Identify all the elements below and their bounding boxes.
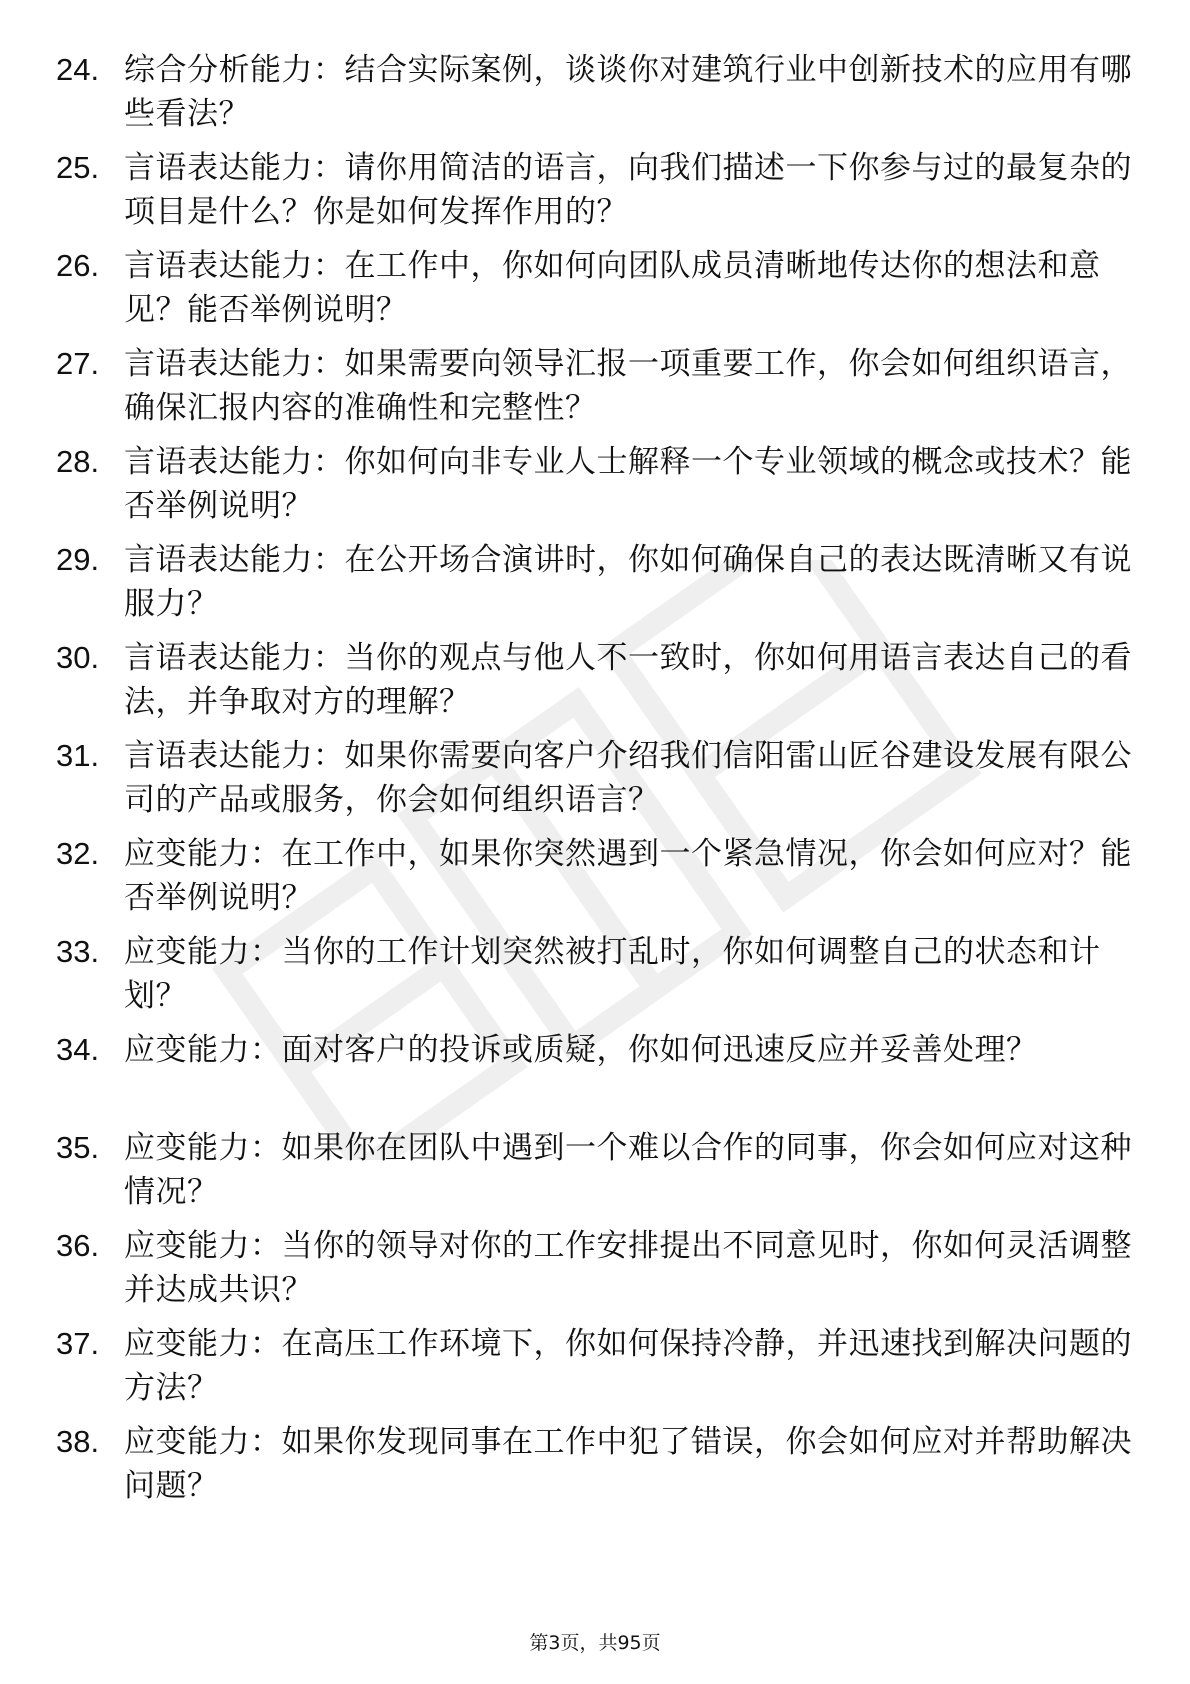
question-text: 言语表达能力：如果你需要向客户介绍我们信阳雷山匠谷建设发展有限公司的产品或服务，你会如何组织语言？ [124, 738, 1132, 818]
question-text: 言语表达能力：如果需要向领导汇报一项重要工作，你会如何组织语言，确保汇报内容的准确性和完整性？ [124, 346, 1132, 426]
question-item [56, 832, 1136, 920]
question-item [56, 1028, 1136, 1116]
question-text: 应变能力：当你的领导对你的工作安排提出不同意见时，你如何灵活调整并达成共识？ [124, 1228, 1132, 1308]
question-number: 26. [56, 248, 100, 283]
question-item [56, 636, 1136, 724]
question-number: 25. [56, 150, 100, 185]
question-list [56, 48, 1136, 1518]
question-text: 应变能力：当你的工作计划突然被打乱时，你如何调整自己的状态和计划？ [124, 934, 1101, 1014]
question-item [56, 244, 1136, 332]
question-text: 应变能力：面对客户的投诉或质疑，你如何迅速反应并妥善处理？ [124, 1032, 1038, 1068]
question-number: 30. [56, 640, 100, 675]
question-text: 言语表达能力：在公开场合演讲时，你如何确保自己的表达既清晰又有说服力？ [124, 542, 1132, 622]
question-item [56, 146, 1136, 234]
question-item [56, 1322, 1136, 1410]
question-number: 27. [56, 346, 100, 381]
question-item [56, 342, 1136, 430]
question-number: 33. [56, 934, 100, 969]
question-item [56, 1224, 1136, 1312]
question-number: 29. [56, 542, 100, 577]
question-number: 36. [56, 1228, 100, 1263]
question-number: 24. [56, 52, 100, 87]
page-footer: 第3页，共95页 [529, 1632, 661, 1654]
question-item [56, 1420, 1136, 1508]
question-number: 38. [56, 1424, 100, 1459]
question-number: 37. [56, 1326, 100, 1361]
question-item [56, 440, 1136, 528]
question-number: 31. [56, 738, 100, 773]
question-item [56, 48, 1136, 136]
question-text: 应变能力：如果你发现同事在工作中犯了错误，你会如何应对并帮助解决问题？ [124, 1424, 1132, 1504]
question-item [56, 1126, 1136, 1214]
question-text: 言语表达能力：在工作中，你如何向团队成员清晰地传达你的想法和意见？能否举例说明？ [124, 248, 1101, 328]
question-number: 34. [56, 1032, 100, 1067]
question-item [56, 734, 1136, 822]
question-number: 35. [56, 1130, 100, 1165]
question-number: 28. [56, 444, 100, 479]
question-text: 言语表达能力：当你的观点与他人不一致时，你如何用语言表达自己的看法，并争取对方的理解？ [124, 640, 1132, 720]
question-text: 综合分析能力：结合实际案例，谈谈你对建筑行业中创新技术的应用有哪些看法？ [124, 52, 1132, 132]
question-text: 言语表达能力：请你用简洁的语言，向我们描述一下你参与过的最复杂的项目是什么？你是如何发挥作用的？ [124, 150, 1132, 230]
question-item [56, 538, 1136, 626]
question-item [56, 930, 1136, 1018]
question-number: 32. [56, 836, 100, 871]
question-text: 应变能力：如果你在团队中遇到一个难以合作的同事，你会如何应对这种情况？ [124, 1130, 1132, 1210]
question-text: 言语表达能力：你如何向非专业人士解释一个专业领域的概念或技术？能否举例说明？ [124, 444, 1132, 524]
question-text: 应变能力：在工作中，如果你突然遇到一个紧急情况，你会如何应对？能否举例说明？ [124, 836, 1132, 916]
question-text: 应变能力：在高压工作环境下，你如何保持冷静，并迅速找到解决问题的方法？ [124, 1326, 1132, 1406]
